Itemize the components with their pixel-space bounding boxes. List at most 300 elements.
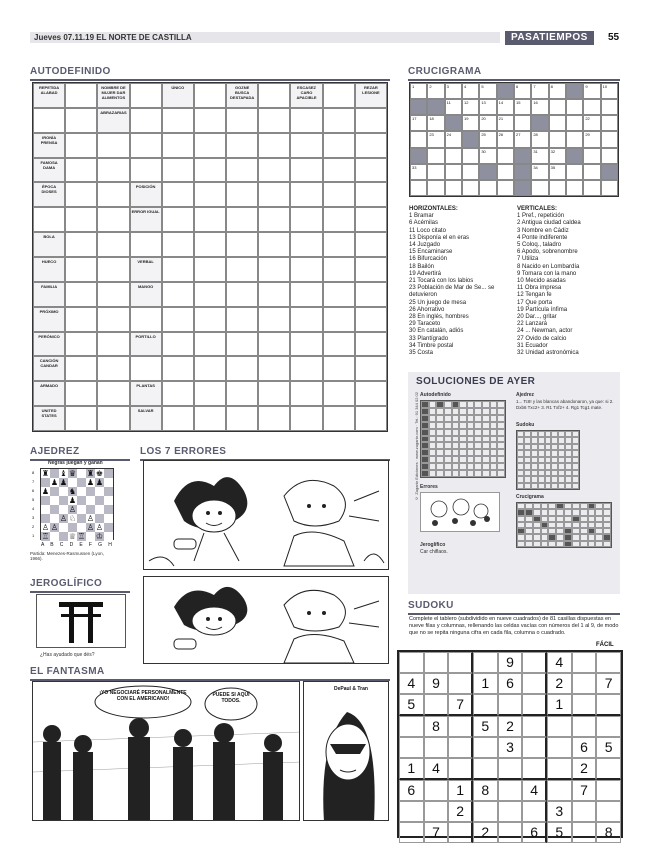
answer-cell[interactable] [355, 232, 387, 257]
sudoku-cell[interactable]: 7 [424, 822, 449, 843]
chess-square[interactable] [104, 496, 113, 505]
sudoku-cell[interactable] [448, 716, 473, 737]
answer-cell[interactable] [258, 158, 290, 183]
chess-square[interactable]: ♙ [41, 523, 50, 532]
crossword-cell[interactable] [549, 148, 566, 164]
answer-cell[interactable] [226, 207, 258, 232]
chess-square[interactable] [77, 487, 86, 496]
answer-cell[interactable] [355, 356, 387, 381]
answer-cell[interactable] [290, 158, 322, 183]
autodefinido-grid[interactable] [32, 82, 388, 432]
sudoku-cell[interactable]: 4 [399, 673, 424, 694]
answer-cell[interactable] [65, 381, 97, 406]
sudoku-cell[interactable] [547, 758, 572, 780]
answer-cell[interactable] [162, 381, 194, 406]
sudoku-cell[interactable] [572, 694, 597, 716]
sudoku-cell[interactable] [498, 694, 523, 716]
sudoku-cell[interactable] [399, 801, 424, 822]
crossword-cell[interactable] [497, 148, 514, 164]
chess-square[interactable] [59, 487, 68, 496]
sudoku-cell[interactable] [522, 673, 547, 694]
sudoku-cell[interactable] [473, 694, 498, 716]
answer-cell[interactable] [258, 232, 290, 257]
sudoku-cell[interactable] [399, 737, 424, 758]
answer-cell[interactable] [226, 307, 258, 332]
sudoku-cell[interactable]: 7 [448, 694, 473, 716]
answer-cell[interactable] [97, 282, 129, 307]
answer-cell[interactable] [323, 406, 355, 431]
answer-cell[interactable] [290, 133, 322, 158]
answer-cell[interactable] [97, 158, 129, 183]
sudoku-cell[interactable] [522, 737, 547, 758]
answer-cell[interactable] [194, 83, 226, 108]
answer-cell[interactable] [194, 158, 226, 183]
chess-square[interactable]: ♝ [59, 469, 68, 478]
sudoku-cell[interactable] [572, 652, 597, 673]
crossword-cell[interactable] [445, 83, 462, 99]
sudoku-cell[interactable] [522, 652, 547, 673]
sudoku-cell[interactable]: 8 [424, 716, 449, 737]
answer-cell[interactable] [226, 133, 258, 158]
chess-square[interactable] [68, 478, 77, 487]
answer-cell[interactable] [33, 108, 65, 133]
sudoku-cell[interactable] [596, 758, 621, 780]
chess-square[interactable]: ♛ [68, 469, 77, 478]
answer-cell[interactable] [65, 282, 97, 307]
sudoku-cell[interactable]: 2 [473, 822, 498, 843]
chess-square[interactable] [41, 514, 50, 523]
sudoku-cell[interactable] [473, 652, 498, 673]
chess-square[interactable]: ♜ [41, 469, 50, 478]
sudoku-cell[interactable] [498, 822, 523, 843]
answer-cell[interactable] [226, 108, 258, 133]
chess-square[interactable]: ♙ [86, 514, 95, 523]
chess-square[interactable] [41, 505, 50, 514]
crossword-cell[interactable] [497, 115, 514, 131]
answer-cell[interactable] [97, 207, 129, 232]
answer-cell[interactable] [194, 356, 226, 381]
crossword-cell[interactable] [479, 148, 496, 164]
answer-cell[interactable] [130, 133, 162, 158]
crossword-cell[interactable] [583, 148, 600, 164]
answer-cell[interactable] [130, 232, 162, 257]
answer-cell[interactable] [97, 406, 129, 431]
chess-square[interactable] [41, 478, 50, 487]
sudoku-grid[interactable] [397, 650, 623, 838]
answer-cell[interactable] [194, 282, 226, 307]
chess-square[interactable] [77, 496, 86, 505]
answer-cell[interactable] [194, 108, 226, 133]
sudoku-cell[interactable] [448, 737, 473, 758]
answer-cell[interactable] [33, 207, 65, 232]
answer-cell[interactable] [162, 332, 194, 357]
chess-square[interactable] [77, 505, 86, 514]
chess-square[interactable] [77, 523, 86, 532]
sudoku-cell[interactable]: 9 [424, 673, 449, 694]
chess-square[interactable]: ♙ [68, 505, 77, 514]
answer-cell[interactable] [258, 307, 290, 332]
chess-square[interactable] [59, 523, 68, 532]
crossword-cell[interactable] [514, 83, 531, 99]
answer-cell[interactable] [97, 182, 129, 207]
sudoku-cell[interactable]: 6 [572, 737, 597, 758]
sudoku-cell[interactable] [424, 694, 449, 716]
answer-cell[interactable] [355, 182, 387, 207]
answer-cell[interactable] [258, 282, 290, 307]
answer-cell[interactable] [65, 307, 97, 332]
sudoku-cell[interactable]: 3 [547, 801, 572, 822]
sudoku-cell[interactable]: 2 [448, 801, 473, 822]
answer-cell[interactable] [323, 108, 355, 133]
sudoku-cell[interactable] [473, 758, 498, 780]
chess-square[interactable]: ♖ [77, 532, 86, 541]
answer-cell[interactable] [355, 406, 387, 431]
answer-cell[interactable] [226, 232, 258, 257]
chess-square[interactable] [59, 496, 68, 505]
answer-cell[interactable] [65, 133, 97, 158]
sudoku-cell[interactable]: 7 [572, 780, 597, 801]
sudoku-cell[interactable]: 2 [572, 758, 597, 780]
sudoku-cell[interactable] [522, 758, 547, 780]
answer-cell[interactable] [355, 282, 387, 307]
chess-square[interactable] [41, 496, 50, 505]
answer-cell[interactable] [226, 158, 258, 183]
crossword-cell[interactable] [531, 99, 548, 115]
fantasma-panel-2[interactable] [303, 681, 389, 821]
crossword-cell[interactable] [462, 148, 479, 164]
answer-cell[interactable] [258, 108, 290, 133]
sudoku-cell[interactable]: 5 [473, 716, 498, 737]
crossword-cell[interactable] [601, 148, 618, 164]
answer-cell[interactable] [355, 381, 387, 406]
crossword-cell[interactable] [427, 83, 444, 99]
answer-cell[interactable] [162, 182, 194, 207]
answer-cell[interactable] [194, 406, 226, 431]
answer-cell[interactable] [290, 332, 322, 357]
sudoku-cell[interactable] [448, 758, 473, 780]
sudoku-cell[interactable]: 1 [547, 694, 572, 716]
answer-cell[interactable] [290, 108, 322, 133]
answer-cell[interactable] [323, 307, 355, 332]
crossword-cell[interactable] [601, 180, 618, 196]
crossword-cell[interactable] [479, 115, 496, 131]
sudoku-cell[interactable]: 5 [547, 822, 572, 843]
sudoku-cell[interactable]: 8 [596, 822, 621, 843]
chess-board[interactable] [40, 468, 114, 540]
sudoku-cell[interactable]: 6 [399, 780, 424, 801]
crossword-cell[interactable] [583, 83, 600, 99]
crossword-cell[interactable] [410, 164, 427, 180]
sudoku-cell[interactable] [547, 780, 572, 801]
sudoku-cell[interactable] [424, 737, 449, 758]
crossword-cell[interactable] [549, 180, 566, 196]
answer-cell[interactable] [290, 282, 322, 307]
answer-cell[interactable] [290, 232, 322, 257]
crossword-cell[interactable] [410, 115, 427, 131]
sudoku-cell[interactable] [596, 780, 621, 801]
answer-cell[interactable] [97, 332, 129, 357]
answer-cell[interactable] [97, 133, 129, 158]
chess-square[interactable] [95, 514, 104, 523]
answer-cell[interactable] [258, 83, 290, 108]
chess-square[interactable] [77, 478, 86, 487]
chess-square[interactable] [104, 487, 113, 496]
answer-cell[interactable] [65, 406, 97, 431]
crossword-cell[interactable] [601, 99, 618, 115]
crossword-cell[interactable] [445, 164, 462, 180]
answer-cell[interactable] [65, 158, 97, 183]
crossword-cell[interactable] [583, 115, 600, 131]
chess-square[interactable]: ♟ [95, 478, 104, 487]
chess-square[interactable] [68, 523, 77, 532]
answer-cell[interactable] [323, 381, 355, 406]
sudoku-cell[interactable] [498, 801, 523, 822]
chess-square[interactable] [86, 496, 95, 505]
answer-cell[interactable] [194, 307, 226, 332]
crossword-cell[interactable] [462, 99, 479, 115]
answer-cell[interactable] [355, 133, 387, 158]
crossword-cell[interactable] [549, 115, 566, 131]
crossword-cell[interactable] [479, 180, 496, 196]
sudoku-cell[interactable]: 2 [547, 673, 572, 694]
sudoku-cell[interactable] [498, 780, 523, 801]
crucigrama-grid[interactable] [409, 82, 619, 197]
sudoku-cell[interactable]: 2 [498, 716, 523, 737]
crossword-cell[interactable] [445, 131, 462, 147]
crossword-cell[interactable] [445, 148, 462, 164]
answer-cell[interactable] [194, 257, 226, 282]
crossword-cell[interactable] [531, 83, 548, 99]
answer-cell[interactable] [97, 232, 129, 257]
crossword-cell[interactable] [427, 131, 444, 147]
sudoku-cell[interactable] [572, 716, 597, 737]
chess-square[interactable] [77, 469, 86, 478]
answer-cell[interactable] [355, 332, 387, 357]
sudoku-cell[interactable]: 4 [522, 780, 547, 801]
answer-cell[interactable] [290, 307, 322, 332]
answer-cell[interactable] [323, 158, 355, 183]
chess-square[interactable] [104, 469, 113, 478]
chess-square[interactable] [59, 532, 68, 541]
crossword-cell[interactable] [566, 99, 583, 115]
answer-cell[interactable] [162, 232, 194, 257]
answer-cell[interactable] [65, 182, 97, 207]
chess-square[interactable]: ♟ [41, 487, 50, 496]
sudoku-cell[interactable] [424, 780, 449, 801]
answer-cell[interactable] [323, 282, 355, 307]
crossword-cell[interactable] [462, 180, 479, 196]
answer-cell[interactable] [162, 406, 194, 431]
sudoku-cell[interactable] [572, 673, 597, 694]
answer-cell[interactable] [130, 307, 162, 332]
answer-cell[interactable] [323, 133, 355, 158]
answer-cell[interactable] [130, 356, 162, 381]
answer-cell[interactable] [226, 182, 258, 207]
answer-cell[interactable] [323, 232, 355, 257]
crossword-cell[interactable] [566, 115, 583, 131]
crossword-cell[interactable] [549, 99, 566, 115]
chess-square[interactable] [104, 514, 113, 523]
crossword-cell[interactable] [479, 131, 496, 147]
sudoku-cell[interactable]: 9 [498, 652, 523, 673]
crossword-cell[interactable] [531, 148, 548, 164]
crossword-cell[interactable] [427, 180, 444, 196]
fantasma-panel-1[interactable] [32, 681, 300, 821]
sudoku-cell[interactable] [473, 737, 498, 758]
chess-square[interactable]: ♟ [50, 478, 59, 487]
sudoku-cell[interactable] [596, 716, 621, 737]
answer-cell[interactable] [65, 232, 97, 257]
chess-square[interactable] [77, 514, 86, 523]
chess-square[interactable]: ♟ [59, 478, 68, 487]
answer-cell[interactable] [194, 133, 226, 158]
crossword-cell[interactable] [410, 83, 427, 99]
answer-cell[interactable] [162, 207, 194, 232]
answer-cell[interactable] [194, 332, 226, 357]
answer-cell[interactable] [290, 182, 322, 207]
sudoku-cell[interactable] [448, 652, 473, 673]
chess-square[interactable] [95, 487, 104, 496]
chess-square[interactable] [86, 487, 95, 496]
crossword-cell[interactable] [583, 99, 600, 115]
answer-cell[interactable] [290, 207, 322, 232]
chess-square[interactable]: ♔ [95, 532, 104, 541]
sudoku-cell[interactable] [498, 758, 523, 780]
answer-cell[interactable] [323, 207, 355, 232]
sudoku-cell[interactable] [596, 694, 621, 716]
chess-square[interactable]: ♟ [86, 478, 95, 487]
sudoku-cell[interactable] [424, 801, 449, 822]
sudoku-cell[interactable]: 7 [596, 673, 621, 694]
answer-cell[interactable] [355, 108, 387, 133]
chess-square[interactable]: ♘ [68, 514, 77, 523]
chess-square[interactable] [104, 523, 113, 532]
chess-square[interactable]: ♜ [86, 469, 95, 478]
answer-cell[interactable] [162, 307, 194, 332]
answer-cell[interactable] [65, 207, 97, 232]
answer-cell[interactable] [97, 381, 129, 406]
sudoku-cell[interactable] [547, 716, 572, 737]
answer-cell[interactable] [97, 356, 129, 381]
answer-cell[interactable] [162, 282, 194, 307]
sudoku-cell[interactable] [522, 694, 547, 716]
crossword-cell[interactable] [601, 115, 618, 131]
chess-square[interactable] [104, 532, 113, 541]
answer-cell[interactable] [65, 332, 97, 357]
chess-square[interactable]: ♞ [68, 487, 77, 496]
answer-cell[interactable] [258, 207, 290, 232]
chess-square[interactable]: ♙ [50, 523, 59, 532]
answer-cell[interactable] [290, 406, 322, 431]
sudoku-cell[interactable] [399, 652, 424, 673]
sudoku-cell[interactable]: 5 [399, 694, 424, 716]
answer-cell[interactable] [130, 108, 162, 133]
answer-cell[interactable] [65, 356, 97, 381]
crossword-cell[interactable] [566, 164, 583, 180]
sudoku-cell[interactable] [448, 822, 473, 843]
sudoku-cell[interactable] [448, 673, 473, 694]
sudoku-cell[interactable]: 8 [473, 780, 498, 801]
crossword-cell[interactable] [514, 131, 531, 147]
crossword-cell[interactable] [601, 131, 618, 147]
chess-square[interactable] [86, 532, 95, 541]
chess-square[interactable] [86, 505, 95, 514]
chess-square[interactable]: ♕ [68, 532, 77, 541]
sudoku-cell[interactable] [522, 716, 547, 737]
crossword-cell[interactable] [410, 180, 427, 196]
crossword-cell[interactable] [497, 99, 514, 115]
crossword-cell[interactable] [549, 83, 566, 99]
answer-cell[interactable] [194, 182, 226, 207]
answer-cell[interactable] [162, 108, 194, 133]
answer-cell[interactable] [355, 307, 387, 332]
crossword-cell[interactable] [462, 83, 479, 99]
answer-cell[interactable] [290, 381, 322, 406]
answer-cell[interactable] [323, 356, 355, 381]
crossword-cell[interactable] [410, 131, 427, 147]
answer-cell[interactable] [226, 406, 258, 431]
answer-cell[interactable] [226, 282, 258, 307]
errores-cartoon-top[interactable] [143, 460, 389, 570]
chess-square[interactable] [95, 496, 104, 505]
answer-cell[interactable] [323, 182, 355, 207]
crossword-cell[interactable] [427, 148, 444, 164]
chess-square[interactable] [50, 514, 59, 523]
chess-square[interactable] [50, 487, 59, 496]
sudoku-cell[interactable]: 1 [448, 780, 473, 801]
answer-cell[interactable] [323, 83, 355, 108]
answer-cell[interactable] [130, 158, 162, 183]
crossword-cell[interactable] [427, 164, 444, 180]
sudoku-cell[interactable] [596, 801, 621, 822]
chess-square[interactable]: ♙ [86, 523, 95, 532]
answer-cell[interactable] [65, 83, 97, 108]
crossword-cell[interactable] [531, 164, 548, 180]
crossword-cell[interactable] [445, 180, 462, 196]
sudoku-cell[interactable] [399, 716, 424, 737]
crossword-cell[interactable] [583, 164, 600, 180]
sudoku-cell[interactable] [572, 801, 597, 822]
chess-square[interactable] [59, 505, 68, 514]
answer-cell[interactable] [194, 207, 226, 232]
chess-square[interactable] [50, 532, 59, 541]
answer-cell[interactable] [258, 406, 290, 431]
answer-cell[interactable] [226, 381, 258, 406]
crossword-cell[interactable] [497, 131, 514, 147]
crossword-cell[interactable] [514, 99, 531, 115]
chess-square[interactable] [104, 505, 113, 514]
crossword-cell[interactable] [566, 180, 583, 196]
sudoku-cell[interactable]: 1 [473, 673, 498, 694]
chess-square[interactable] [50, 496, 59, 505]
chess-square[interactable]: ♖ [41, 532, 50, 541]
answer-cell[interactable] [97, 307, 129, 332]
crossword-cell[interactable] [479, 83, 496, 99]
answer-cell[interactable] [162, 356, 194, 381]
answer-cell[interactable] [194, 232, 226, 257]
answer-cell[interactable] [355, 207, 387, 232]
sudoku-cell[interactable]: 4 [547, 652, 572, 673]
chess-square[interactable]: ♟ [68, 496, 77, 505]
answer-cell[interactable] [258, 356, 290, 381]
crossword-cell[interactable] [583, 131, 600, 147]
chess-square[interactable] [50, 505, 59, 514]
answer-cell[interactable] [162, 158, 194, 183]
chess-square[interactable] [95, 505, 104, 514]
crossword-cell[interactable] [549, 131, 566, 147]
answer-cell[interactable] [226, 257, 258, 282]
crossword-cell[interactable] [583, 180, 600, 196]
